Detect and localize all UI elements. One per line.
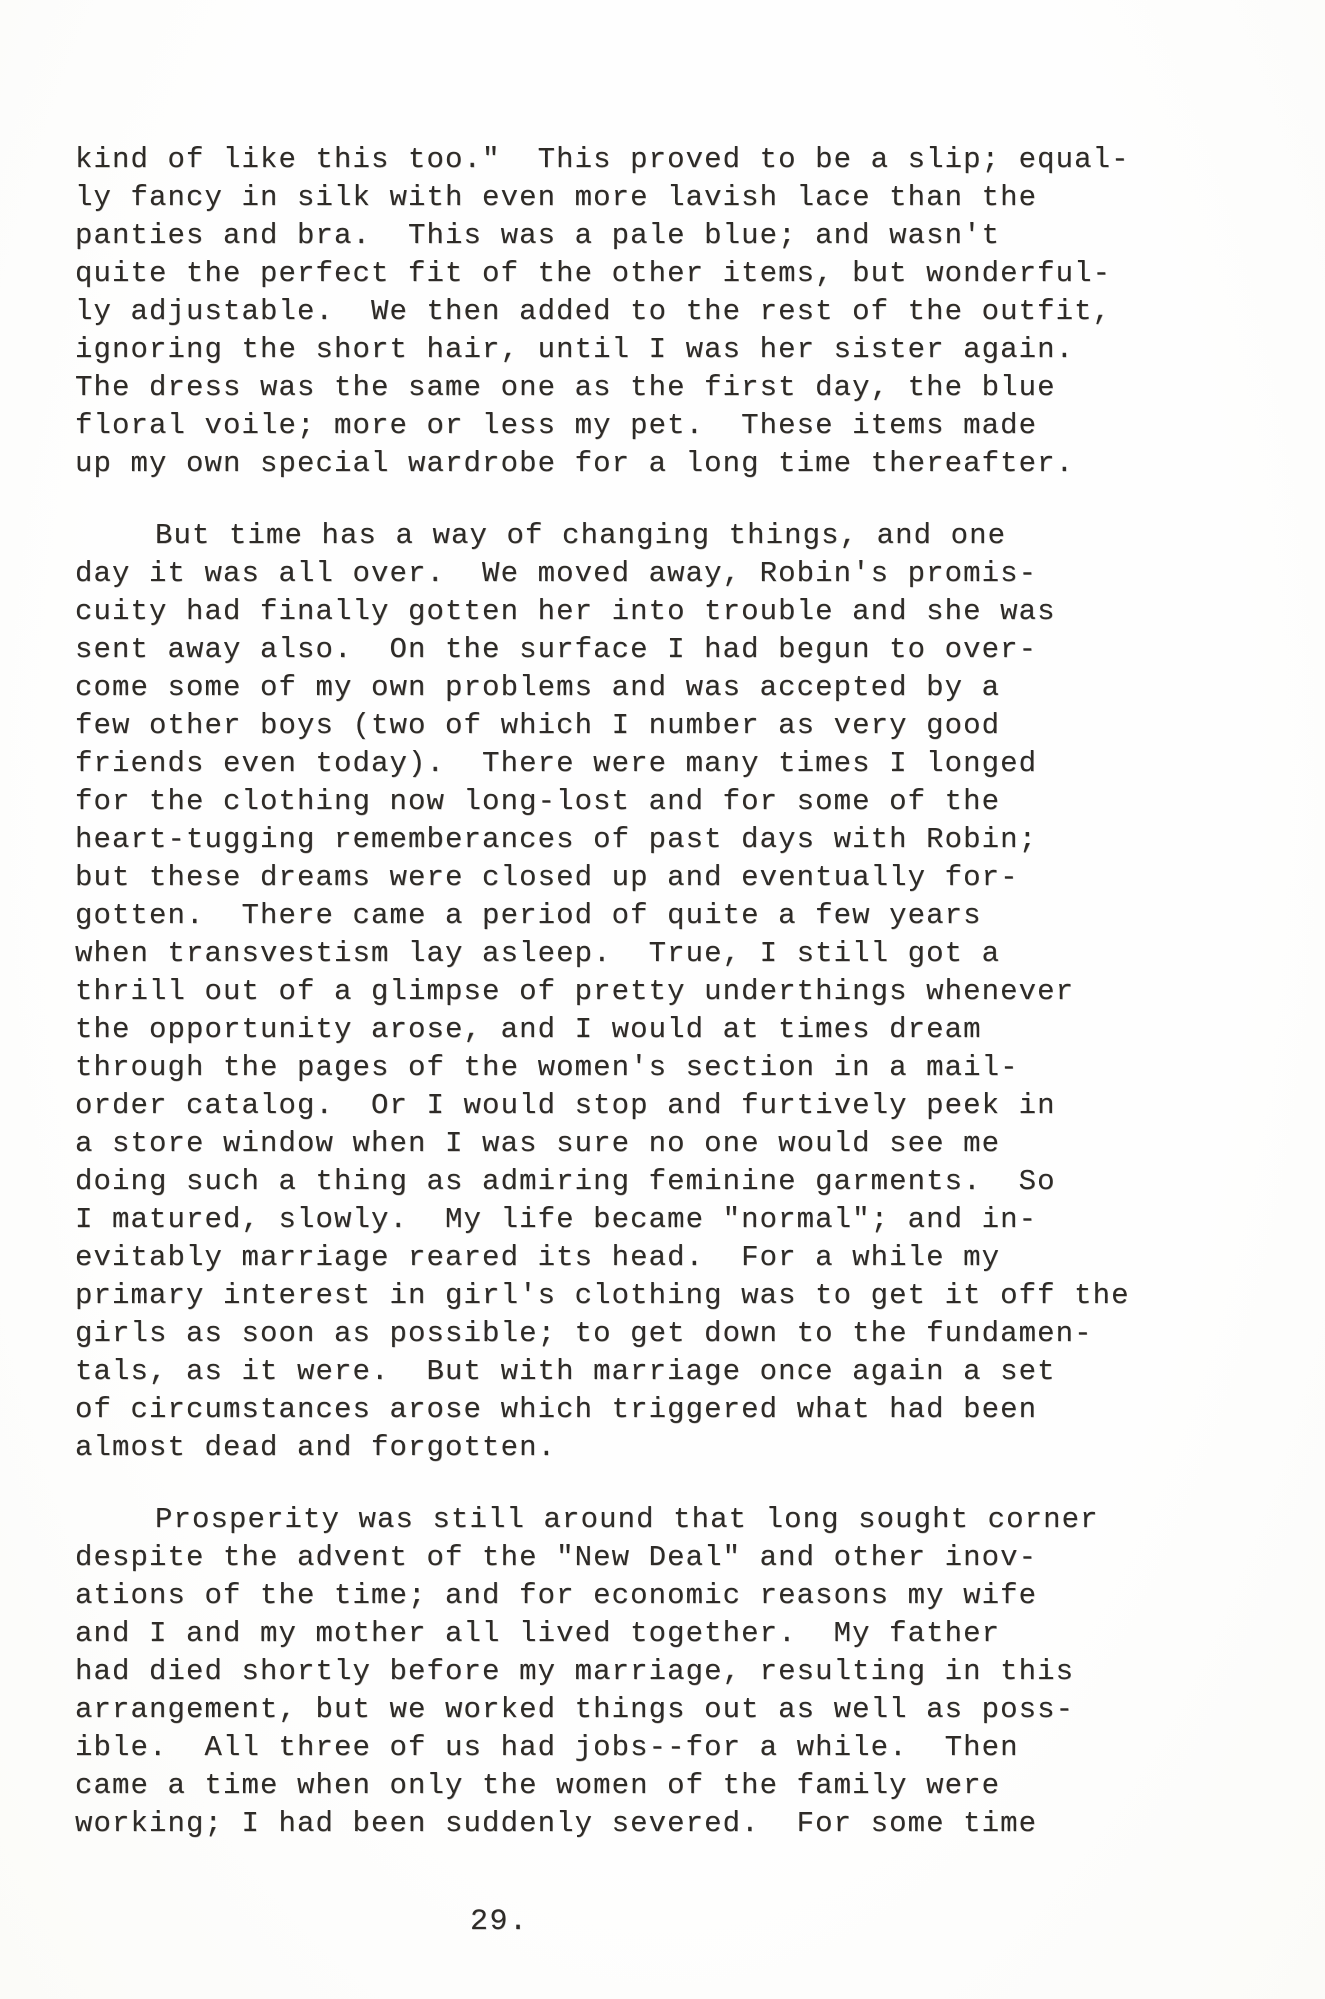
text-line: ly fancy in silk with even more lavish lace than the	[75, 181, 1038, 214]
text-line: doing such a thing as admiring feminine garments. So	[75, 1165, 1056, 1198]
text-line: I matured, slowly. My life became "normal"; and in-	[75, 1203, 1038, 1236]
text-line: day it was all over. We moved away, Robin's promis-	[75, 557, 1038, 590]
text-line: The dress was the same one as the first day, the blue	[75, 371, 1056, 404]
text-line: panties and bra. This was a pale blue; and wasn't	[75, 219, 1001, 252]
text-line: came a time when only the women of the family were	[75, 1769, 1001, 1802]
text-line: order catalog. Or I would stop and furtively peek in	[75, 1089, 1056, 1122]
text-line: a store window when I was sure no one would see me	[75, 1127, 1001, 1160]
text-line: primary interest in girl's clothing was to get it off the	[75, 1279, 1130, 1312]
text-line: girls as soon as possible; to get down to the fundamen-	[75, 1317, 1093, 1350]
text-line: ly adjustable. We then added to the rest of the outfit,	[75, 295, 1112, 328]
paragraph	[75, 1501, 1285, 1843]
text-line: working; I had been suddenly severed. For some time	[75, 1807, 1038, 1840]
text-line: thrill out of a glimpse of pretty underthings whenever	[75, 975, 1075, 1008]
text-line: of circumstances arose which triggered what had been	[75, 1393, 1038, 1426]
text-line: and I and my mother all lived together. My father	[75, 1617, 1001, 1650]
text-line: sent away also. On the surface I had begun to over-	[75, 633, 1038, 666]
text-line: ations of the time; and for economic reasons my wife	[75, 1579, 1038, 1612]
text-line: ible. All three of us had jobs--for a while. Then	[75, 1731, 1019, 1764]
text-line: floral voile; more or less my pet. These items made	[75, 409, 1038, 442]
text-line: when transvestism lay asleep. True, I still got a	[75, 937, 1001, 970]
text-line: the opportunity arose, and I would at times dream	[75, 1013, 982, 1046]
text-line: quite the perfect fit of the other items, but wonderful-	[75, 257, 1112, 290]
text-line: up my own special wardrobe for a long time thereafter.	[75, 447, 1075, 480]
text-line: but these dreams were closed up and eventually for-	[75, 861, 1019, 894]
text-line: arrangement, but we worked things out as well as poss-	[75, 1693, 1075, 1726]
paragraph	[75, 517, 1285, 1467]
text-line: almost dead and forgotten.	[75, 1431, 557, 1464]
page-number: 29.	[470, 1905, 529, 1939]
text-line: through the pages of the women's section in a mail-	[75, 1051, 1019, 1084]
text-line: friends even today). There were many times I longed	[75, 747, 1038, 780]
text-line: heart-tugging rememberances of past days with Robin;	[75, 823, 1038, 856]
text-line: come some of my own problems and was accepted by a	[75, 671, 1001, 704]
text-line: ignoring the short hair, until I was her sister again.	[75, 333, 1075, 366]
text-line: cuity had finally gotten her into trouble and she was	[75, 595, 1056, 628]
paragraph	[75, 141, 1285, 483]
text-line: for the clothing now long-lost and for some of the	[75, 785, 1001, 818]
text-line: tals, as it were. But with marriage once again a set	[75, 1355, 1056, 1388]
text-line: had died shortly before my marriage, resulting in this	[75, 1655, 1075, 1688]
text-line: evitably marriage reared its head. For a while my	[75, 1241, 1001, 1274]
text-line: gotten. There came a period of quite a few years	[75, 899, 982, 932]
text-line: But time has a way of changing things, and one	[155, 519, 1007, 552]
text-line: despite the advent of the "New Deal" and other inov-	[75, 1541, 1038, 1574]
text-line: kind of like this too." This proved to be a slip; equal-	[75, 143, 1130, 176]
text-line: few other boys (two of which I number as very good	[75, 709, 1001, 742]
text-line: Prosperity was still around that long sought corner	[155, 1503, 1099, 1536]
